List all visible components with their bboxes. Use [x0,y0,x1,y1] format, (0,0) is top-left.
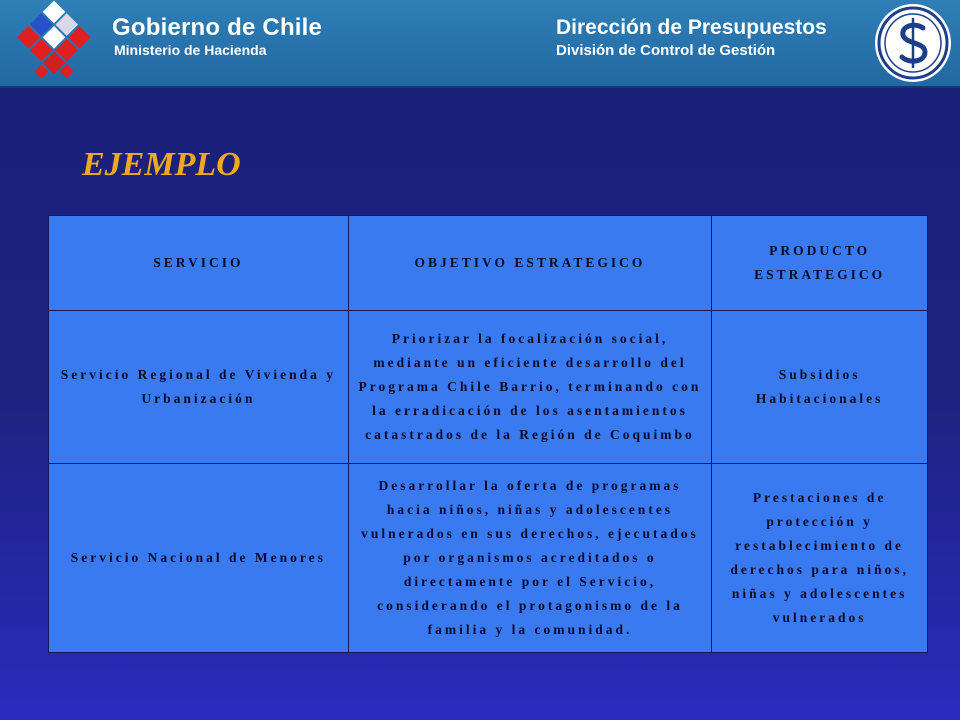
table-row [49,311,928,464]
header-objetivo: OBJETIVO ESTRATEGICO [348,216,712,311]
cell-servicio: Servicio Nacional de Menores [49,464,349,653]
cell-servicio: Servicio Regional de Vivienda y Urbanización [49,311,349,464]
strategic-table [48,215,928,653]
ministry-subtitle: Ministerio de Hacienda [114,42,267,58]
cell-objetivo: Desarrollar la oferta de programas hacia niños, niñas y adolescentes vulnerados en sus derechos, ejecutados por organismos acreditados o directamente por el Servicio, considerando el protagonismo de la familia y la comunidad. [348,464,712,653]
division-subtitle: División de Control de Gestión [556,42,776,59]
header-servicio: SERVICIO [49,216,349,311]
government-title: Gobierno de Chile [112,14,323,41]
budget-direction-seal-icon [873,2,953,84]
chile-government-logo-icon [2,0,106,86]
header-banner [0,0,960,86]
header-producto: PRODUCTO ESTRATEGICO [712,216,928,311]
table-row [49,464,928,653]
table-header-row [49,216,928,311]
cell-producto: Subsidios Habitacionales [712,311,928,464]
cell-producto: Prestaciones de protección y restablecimiento de derechos para niños, niñas y adolescentes vulnerados [712,464,928,653]
slide-title: EJEMPLO [82,146,241,183]
direction-title: Dirección de Presupuestos [556,16,827,39]
cell-objetivo: Priorizar la focalización social, mediante un eficiente desarrollo del Programa Chile Barrio, terminando con la erradicación de los asentamientos catastrados de la Región de Coquimbo [348,311,712,464]
